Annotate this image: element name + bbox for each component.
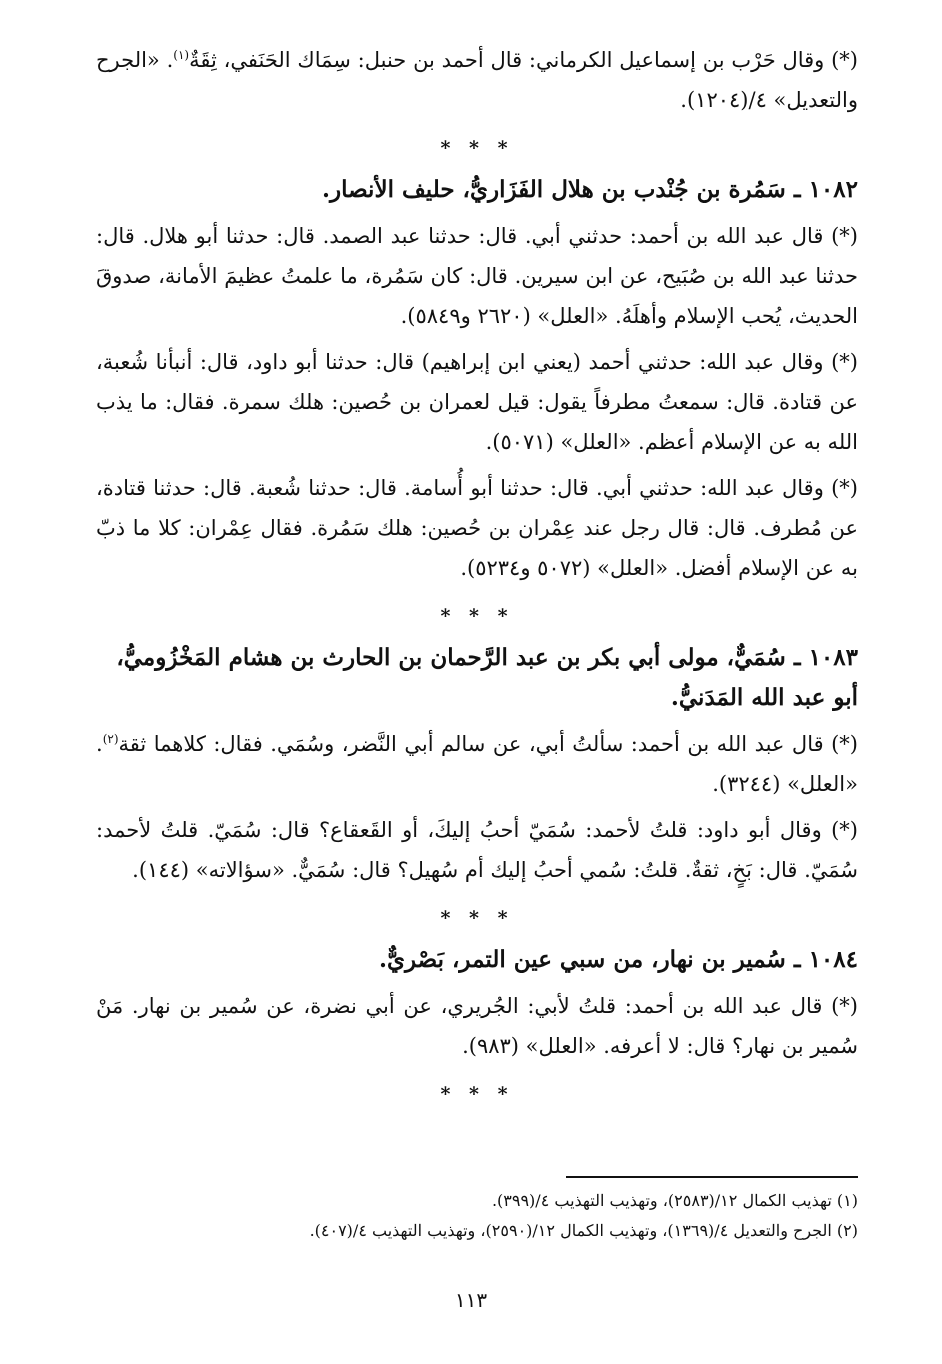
footnote-ref: (٢) [102, 732, 119, 746]
entry-heading: ١٠٨٢ ـ سَمُرة بن جُنْدب بن هلال الفَزَاريُّ، حليف الأنصار. [321, 176, 858, 203]
entry-paragraph [96, 40, 858, 120]
footnote: (١) تهذيب الكمال ١٢/(٢٥٨٣)، وتهذيب التهذيب ٤/(٣٩٩). [491, 1191, 858, 1210]
footnote: (٢) الجرح والتعديل ٤/(١٣٦٩)، وتهذيب الكمال ١٢/(٢٥٩٠)، وتهذيب التهذيب ٤/(٤٠٧). [309, 1221, 858, 1240]
entry-heading: ١٠٨٣ ـ سُمَيٌّ، مولى أبي بكر بن عبد الرَّحمان بن الحارث بن هشام المَخْزُوميُّ، أبو عبد الله المَدَنيُّ. [116, 644, 858, 711]
paragraph-text: . «الجرح والتعديل» ٤/(١٢٠٤). [96, 48, 858, 112]
entry-paragraph: (*) وقال أبو داود: قلتُ لأحمد: سُمَيّ أحبُ إليكَ، أو القَعقاع؟ قال: سُمَيّ. قلتُ لأحمد: سُمَيّ. قال: بَخٍ، ثقةٌ. قلتُ: سُمي أحبُ إليك أم سُهيل؟ قال: سُمَيٌّ. «سؤالاته» (١٤٤). [96, 818, 858, 882]
footnote-ref: (١) [173, 48, 190, 62]
section-separator: * * * [440, 137, 514, 159]
entry-paragraph: (*) وقال عبد الله: حدثني أحمد (يعني ابن إبراهيم) قال: حدثنا أبو داود، قال: أنبأنا شُعبة، عن قتادة. قال: سمعتُ مطرفاً يقول: قيل لعمران بن حُصين: هلك سمرة. فقال: ما يذب الله به عن الإسلام أعظم. «العلل» (٥٠٧١). [96, 350, 858, 454]
paragraph-text: . «العلل» (٣٢٤٤). [96, 732, 858, 796]
entry-paragraph: (*) قال عبد الله بن أحمد: قلتُ لأبي: الجُريري، عن أبي نضرة، عن سُمير بن نهار. مَنْ سُمير بن نهار؟ قال: لا أعرفه. «العلل» (٩٨٣). [96, 994, 858, 1058]
entry-paragraph: (*) وقال عبد الله: حدثني أبي. قال: حدثنا أبو أُسامة. قال: حدثنا شُعبة. قال: حدثنا قتادة، عن مُطرف. قال: قال رجل عند عِمْران بن حُصين: هلك سَمُرة. فقال عِمْران: كلا ما ذبّ به عن الإسلام أفضل. «العلل» (٥٠٧٢ و٥٢٣٤). [96, 476, 858, 580]
footnotes [96, 1186, 858, 1246]
paragraph-text: (*) وقال حَرْب بن إسماعيل الكرماني: قال أحمد بن حنبل: سِمَاك الحَنَفي، ثِقَةٌ [189, 48, 858, 72]
footnote-divider [566, 1176, 858, 1178]
page-number: ١١٣ [454, 1288, 488, 1312]
section-separator: * * * [440, 907, 514, 929]
entry-paragraph [96, 724, 858, 804]
section-separator: * * * [440, 605, 514, 627]
entry-heading: ١٠٨٤ ـ سُمير بن نهار، من سبي عين التمر، بَصْريٌّ. [378, 946, 858, 973]
section-separator: * * * [440, 1083, 514, 1105]
entry-paragraph: (*) قال عبد الله بن أحمد: حدثني أبي. قال: حدثنا عبد الصمد. قال: حدثنا أبو هلال. قال: حدثنا عبد الله بن صُبَيح، عن ابن سيرين. قال: كان سَمُرة، ما علمتُ عظيمَ الأمانة، صدوقَ الحديث، يُحب الإسلام وأهلَهُ. «العلل» (٢٦٢٠ و٥٨٤٩). [96, 224, 858, 328]
paragraph-text: (*) قال عبد الله بن أحمد: سألتُ أبي، عن سالم أبي النَّضر، وسُمَي. فقال: كلاهما ثقة [118, 732, 858, 756]
